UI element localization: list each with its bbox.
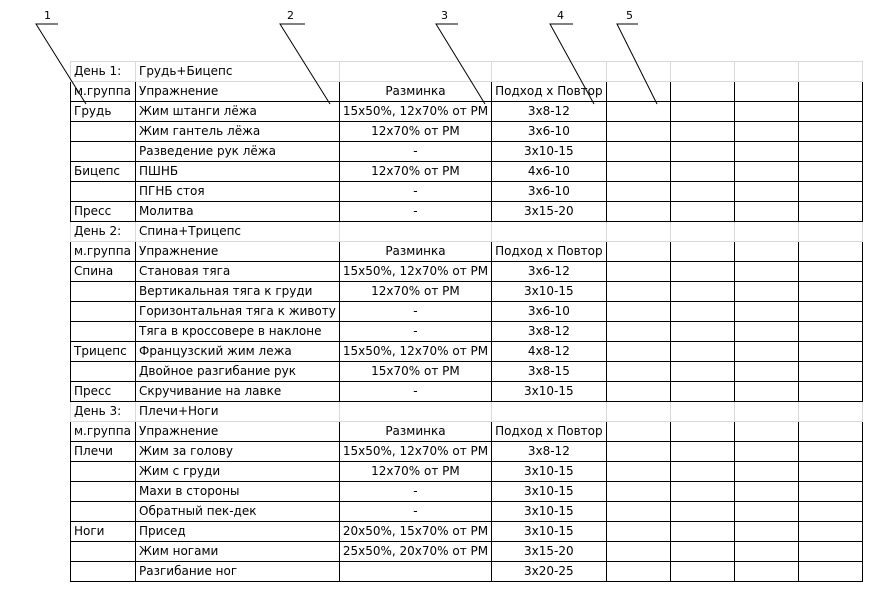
empty-cell xyxy=(670,542,734,562)
empty-cell xyxy=(492,402,607,422)
warmup-cell: - xyxy=(339,182,491,202)
empty-cell xyxy=(492,222,607,242)
exercise-name: Обратный пек-дек xyxy=(136,502,340,522)
exercise-row xyxy=(71,342,863,362)
warmup-cell: - xyxy=(339,482,491,502)
empty-cell xyxy=(606,362,670,382)
empty-cell xyxy=(798,282,862,302)
muscle-group-cell xyxy=(71,322,136,342)
empty-cell xyxy=(798,182,862,202)
exercise-name: Присед xyxy=(136,522,340,542)
exercise-name: Скручивание на лавке xyxy=(136,382,340,402)
warmup-cell: 15х50%, 12х70% от РМ xyxy=(339,442,491,462)
empty-cell xyxy=(734,322,798,342)
day-title-row xyxy=(71,402,863,422)
empty-cell xyxy=(670,142,734,162)
empty-cell xyxy=(798,242,862,262)
exercise-name: Горизонтальная тяга к животу xyxy=(136,302,340,322)
empty-cell xyxy=(606,302,670,322)
warmup-cell: 15х70% от РМ xyxy=(339,362,491,382)
muscle-group-cell xyxy=(71,562,136,582)
empty-cell xyxy=(670,442,734,462)
sets-reps-cell: 3х10-15 xyxy=(492,382,607,402)
empty-cell xyxy=(798,362,862,382)
warmup-cell: 12х70% от РМ xyxy=(339,162,491,182)
sets-reps-cell: 3х10-15 xyxy=(492,502,607,522)
header-sets-reps: Подход х Повтор xyxy=(492,242,607,262)
empty-cell xyxy=(734,162,798,182)
empty-cell xyxy=(606,422,670,442)
exercise-name: ПГНБ стоя xyxy=(136,182,340,202)
empty-cell xyxy=(798,142,862,162)
exercise-name: Молитва xyxy=(136,202,340,222)
header-exercise: Упражнение xyxy=(136,422,340,442)
header-row xyxy=(71,82,863,102)
sets-reps-cell: 4х6-10 xyxy=(492,162,607,182)
empty-cell xyxy=(798,402,862,422)
muscle-group-cell xyxy=(71,482,136,502)
empty-cell xyxy=(798,422,862,442)
empty-cell xyxy=(670,282,734,302)
muscle-group-cell xyxy=(71,282,136,302)
empty-cell xyxy=(606,102,670,122)
empty-cell xyxy=(606,182,670,202)
exercise-row xyxy=(71,302,863,322)
empty-cell xyxy=(734,482,798,502)
empty-cell xyxy=(798,442,862,462)
muscle-group-cell xyxy=(71,362,136,382)
empty-cell xyxy=(670,382,734,402)
empty-cell xyxy=(606,462,670,482)
empty-cell xyxy=(734,522,798,542)
exercise-name: ПШНБ xyxy=(136,162,340,182)
empty-cell xyxy=(734,502,798,522)
muscle-group-cell xyxy=(71,542,136,562)
warmup-cell xyxy=(339,562,491,582)
empty-cell xyxy=(798,322,862,342)
empty-cell xyxy=(606,342,670,362)
empty-cell xyxy=(339,402,491,422)
sets-reps-cell: 3х20-25 xyxy=(492,562,607,582)
empty-cell xyxy=(734,262,798,282)
empty-cell xyxy=(670,422,734,442)
exercise-row xyxy=(71,102,863,122)
empty-cell xyxy=(734,402,798,422)
workout-table xyxy=(70,61,863,582)
header-warmup: Разминка xyxy=(339,82,491,102)
day-title-row xyxy=(71,222,863,242)
exercise-name: Становая тяга xyxy=(136,262,340,282)
empty-cell xyxy=(670,82,734,102)
sets-reps-cell: 3х8-15 xyxy=(492,362,607,382)
exercise-row xyxy=(71,562,863,582)
sets-reps-cell: 3х15-20 xyxy=(492,542,607,562)
empty-cell xyxy=(734,282,798,302)
muscle-group-cell xyxy=(71,462,136,482)
workout-table-body xyxy=(71,62,863,582)
empty-cell xyxy=(798,502,862,522)
muscle-group-cell xyxy=(71,182,136,202)
header-muscle-group: м.группа xyxy=(71,422,136,442)
exercise-row xyxy=(71,262,863,282)
empty-cell xyxy=(734,202,798,222)
empty-cell xyxy=(798,102,862,122)
sets-reps-cell: 3х8-12 xyxy=(492,102,607,122)
empty-cell xyxy=(606,142,670,162)
exercise-name: Жим штанги лёжа xyxy=(136,102,340,122)
exercise-name: Жим с груди xyxy=(136,462,340,482)
callout-number-3: 3 xyxy=(441,9,448,22)
empty-cell xyxy=(339,222,491,242)
empty-cell xyxy=(798,162,862,182)
sets-reps-cell: 3х10-15 xyxy=(492,462,607,482)
empty-cell xyxy=(734,122,798,142)
empty-cell xyxy=(798,522,862,542)
muscle-group-cell xyxy=(71,142,136,162)
sets-reps-cell: 3х10-15 xyxy=(492,522,607,542)
empty-cell xyxy=(606,162,670,182)
header-exercise: Упражнение xyxy=(136,82,340,102)
empty-cell xyxy=(606,62,670,82)
empty-cell xyxy=(670,322,734,342)
header-row xyxy=(71,422,863,442)
empty-cell xyxy=(734,362,798,382)
empty-cell xyxy=(670,162,734,182)
empty-cell xyxy=(670,502,734,522)
empty-cell xyxy=(798,122,862,142)
empty-cell xyxy=(734,542,798,562)
empty-cell xyxy=(606,262,670,282)
header-muscle-group: м.группа xyxy=(71,242,136,262)
exercise-row xyxy=(71,522,863,542)
empty-cell xyxy=(734,562,798,582)
empty-cell xyxy=(798,562,862,582)
empty-cell xyxy=(798,202,862,222)
callout-number-5: 5 xyxy=(626,9,633,22)
empty-cell xyxy=(670,242,734,262)
header-muscle-group: м.группа xyxy=(71,82,136,102)
empty-cell xyxy=(606,282,670,302)
empty-cell xyxy=(798,462,862,482)
callout-number-4: 4 xyxy=(557,9,564,22)
empty-cell xyxy=(670,462,734,482)
header-exercise: Упражнение xyxy=(136,242,340,262)
empty-cell xyxy=(798,262,862,282)
exercise-name: Жим гантель лёжа xyxy=(136,122,340,142)
warmup-cell: - xyxy=(339,382,491,402)
empty-cell xyxy=(606,502,670,522)
empty-cell xyxy=(670,402,734,422)
day-title: Грудь+Бицепс xyxy=(136,62,340,82)
empty-cell xyxy=(606,522,670,542)
empty-cell xyxy=(606,242,670,262)
sets-reps-cell: 3х8-12 xyxy=(492,322,607,342)
empty-cell xyxy=(670,482,734,502)
exercise-name: Махи в стороны xyxy=(136,482,340,502)
warmup-cell: 15х50%, 12х70% от РМ xyxy=(339,102,491,122)
warmup-cell: 12х70% от РМ xyxy=(339,122,491,142)
empty-cell xyxy=(492,62,607,82)
empty-cell xyxy=(734,242,798,262)
empty-cell xyxy=(734,62,798,82)
empty-cell xyxy=(606,122,670,142)
empty-cell xyxy=(734,82,798,102)
sets-reps-cell: 3х6-10 xyxy=(492,122,607,142)
empty-cell xyxy=(606,442,670,462)
empty-cell xyxy=(798,222,862,242)
exercise-row xyxy=(71,122,863,142)
empty-cell xyxy=(606,562,670,582)
warmup-cell: 20х50%, 15х70% от РМ xyxy=(339,522,491,542)
exercise-row xyxy=(71,282,863,302)
warmup-cell: 12х70% от РМ xyxy=(339,282,491,302)
warmup-cell: - xyxy=(339,142,491,162)
empty-cell xyxy=(734,102,798,122)
empty-cell xyxy=(798,542,862,562)
empty-cell xyxy=(798,302,862,322)
sets-reps-cell: 3х8-12 xyxy=(492,442,607,462)
day-title: Плечи+Ноги xyxy=(136,402,340,422)
empty-cell xyxy=(606,322,670,342)
warmup-cell: - xyxy=(339,322,491,342)
exercise-name: Разведение рук лёжа xyxy=(136,142,340,162)
muscle-group-cell xyxy=(71,502,136,522)
day-label: День 2: xyxy=(71,222,136,242)
exercise-row xyxy=(71,502,863,522)
empty-cell xyxy=(606,82,670,102)
exercise-row xyxy=(71,482,863,502)
muscle-group-cell: Ноги xyxy=(71,522,136,542)
empty-cell xyxy=(670,122,734,142)
empty-cell xyxy=(798,342,862,362)
exercise-name: Тяга в кроссовере в наклоне xyxy=(136,322,340,342)
empty-cell xyxy=(670,362,734,382)
day-label: День 3: xyxy=(71,402,136,422)
muscle-group-cell xyxy=(71,122,136,142)
empty-cell xyxy=(670,102,734,122)
muscle-group-cell: Пресс xyxy=(71,202,136,222)
empty-cell xyxy=(734,302,798,322)
day-title: Спина+Трицепс xyxy=(136,222,340,242)
callout-number-2: 2 xyxy=(287,9,294,22)
empty-cell xyxy=(339,62,491,82)
warmup-cell: 25х50%, 20х70% от РМ xyxy=(339,542,491,562)
muscle-group-cell: Грудь xyxy=(71,102,136,122)
muscle-group-cell: Спина xyxy=(71,262,136,282)
empty-cell xyxy=(798,482,862,502)
empty-cell xyxy=(606,402,670,422)
exercise-row xyxy=(71,202,863,222)
empty-cell xyxy=(606,202,670,222)
sets-reps-cell: 3х6-12 xyxy=(492,262,607,282)
muscle-group-cell: Плечи xyxy=(71,442,136,462)
empty-cell xyxy=(734,382,798,402)
sets-reps-cell: 3х10-15 xyxy=(492,142,607,162)
empty-cell xyxy=(670,222,734,242)
exercise-row xyxy=(71,362,863,382)
empty-cell xyxy=(606,542,670,562)
empty-cell xyxy=(670,342,734,362)
header-warmup: Разминка xyxy=(339,422,491,442)
empty-cell xyxy=(670,522,734,542)
exercise-row xyxy=(71,162,863,182)
exercise-name: Разгибание ног xyxy=(136,562,340,582)
sets-reps-cell: 3х6-10 xyxy=(492,182,607,202)
callout-number-1: 1 xyxy=(44,9,51,22)
exercise-row xyxy=(71,542,863,562)
exercise-name: Двойное разгибание рук xyxy=(136,362,340,382)
header-row xyxy=(71,242,863,262)
day-label: День 1: xyxy=(71,62,136,82)
warmup-cell: 15х50%, 12х70% от РМ xyxy=(339,262,491,282)
empty-cell xyxy=(734,422,798,442)
warmup-cell: 15х50%, 12х70% от РМ xyxy=(339,342,491,362)
warmup-cell: 12х70% от РМ xyxy=(339,462,491,482)
sets-reps-cell: 3х10-15 xyxy=(492,482,607,502)
empty-cell xyxy=(670,182,734,202)
empty-cell xyxy=(734,182,798,202)
sets-reps-cell: 3х15-20 xyxy=(492,202,607,222)
muscle-group-cell: Бицепс xyxy=(71,162,136,182)
empty-cell xyxy=(734,222,798,242)
exercise-row xyxy=(71,442,863,462)
empty-cell xyxy=(670,62,734,82)
day-title-row xyxy=(71,62,863,82)
muscle-group-cell: Трицепс xyxy=(71,342,136,362)
exercise-name: Вертикальная тяга к груди xyxy=(136,282,340,302)
empty-cell xyxy=(670,302,734,322)
sets-reps-cell: 3х6-10 xyxy=(492,302,607,322)
empty-cell xyxy=(606,482,670,502)
header-warmup: Разминка xyxy=(339,242,491,262)
sets-reps-cell: 3х10-15 xyxy=(492,282,607,302)
empty-cell xyxy=(670,562,734,582)
header-sets-reps: Подход х Повтор xyxy=(492,422,607,442)
header-sets-reps: Подход х Повтор xyxy=(492,82,607,102)
empty-cell xyxy=(734,462,798,482)
muscle-group-cell: Пресс xyxy=(71,382,136,402)
empty-cell xyxy=(606,382,670,402)
muscle-group-cell xyxy=(71,302,136,322)
exercise-row xyxy=(71,182,863,202)
empty-cell xyxy=(734,342,798,362)
empty-cell xyxy=(670,262,734,282)
exercise-name: Жим за голову xyxy=(136,442,340,462)
warmup-cell: - xyxy=(339,202,491,222)
exercise-name: Жим ногами xyxy=(136,542,340,562)
exercise-row xyxy=(71,382,863,402)
empty-cell xyxy=(670,202,734,222)
empty-cell xyxy=(798,82,862,102)
exercise-row xyxy=(71,322,863,342)
empty-cell xyxy=(734,442,798,462)
empty-cell xyxy=(606,222,670,242)
warmup-cell: - xyxy=(339,502,491,522)
warmup-cell: - xyxy=(339,302,491,322)
exercise-name: Французский жим лежа xyxy=(136,342,340,362)
empty-cell xyxy=(734,142,798,162)
empty-cell xyxy=(798,382,862,402)
empty-cell xyxy=(798,62,862,82)
exercise-row xyxy=(71,142,863,162)
exercise-row xyxy=(71,462,863,482)
sets-reps-cell: 4х8-12 xyxy=(492,342,607,362)
